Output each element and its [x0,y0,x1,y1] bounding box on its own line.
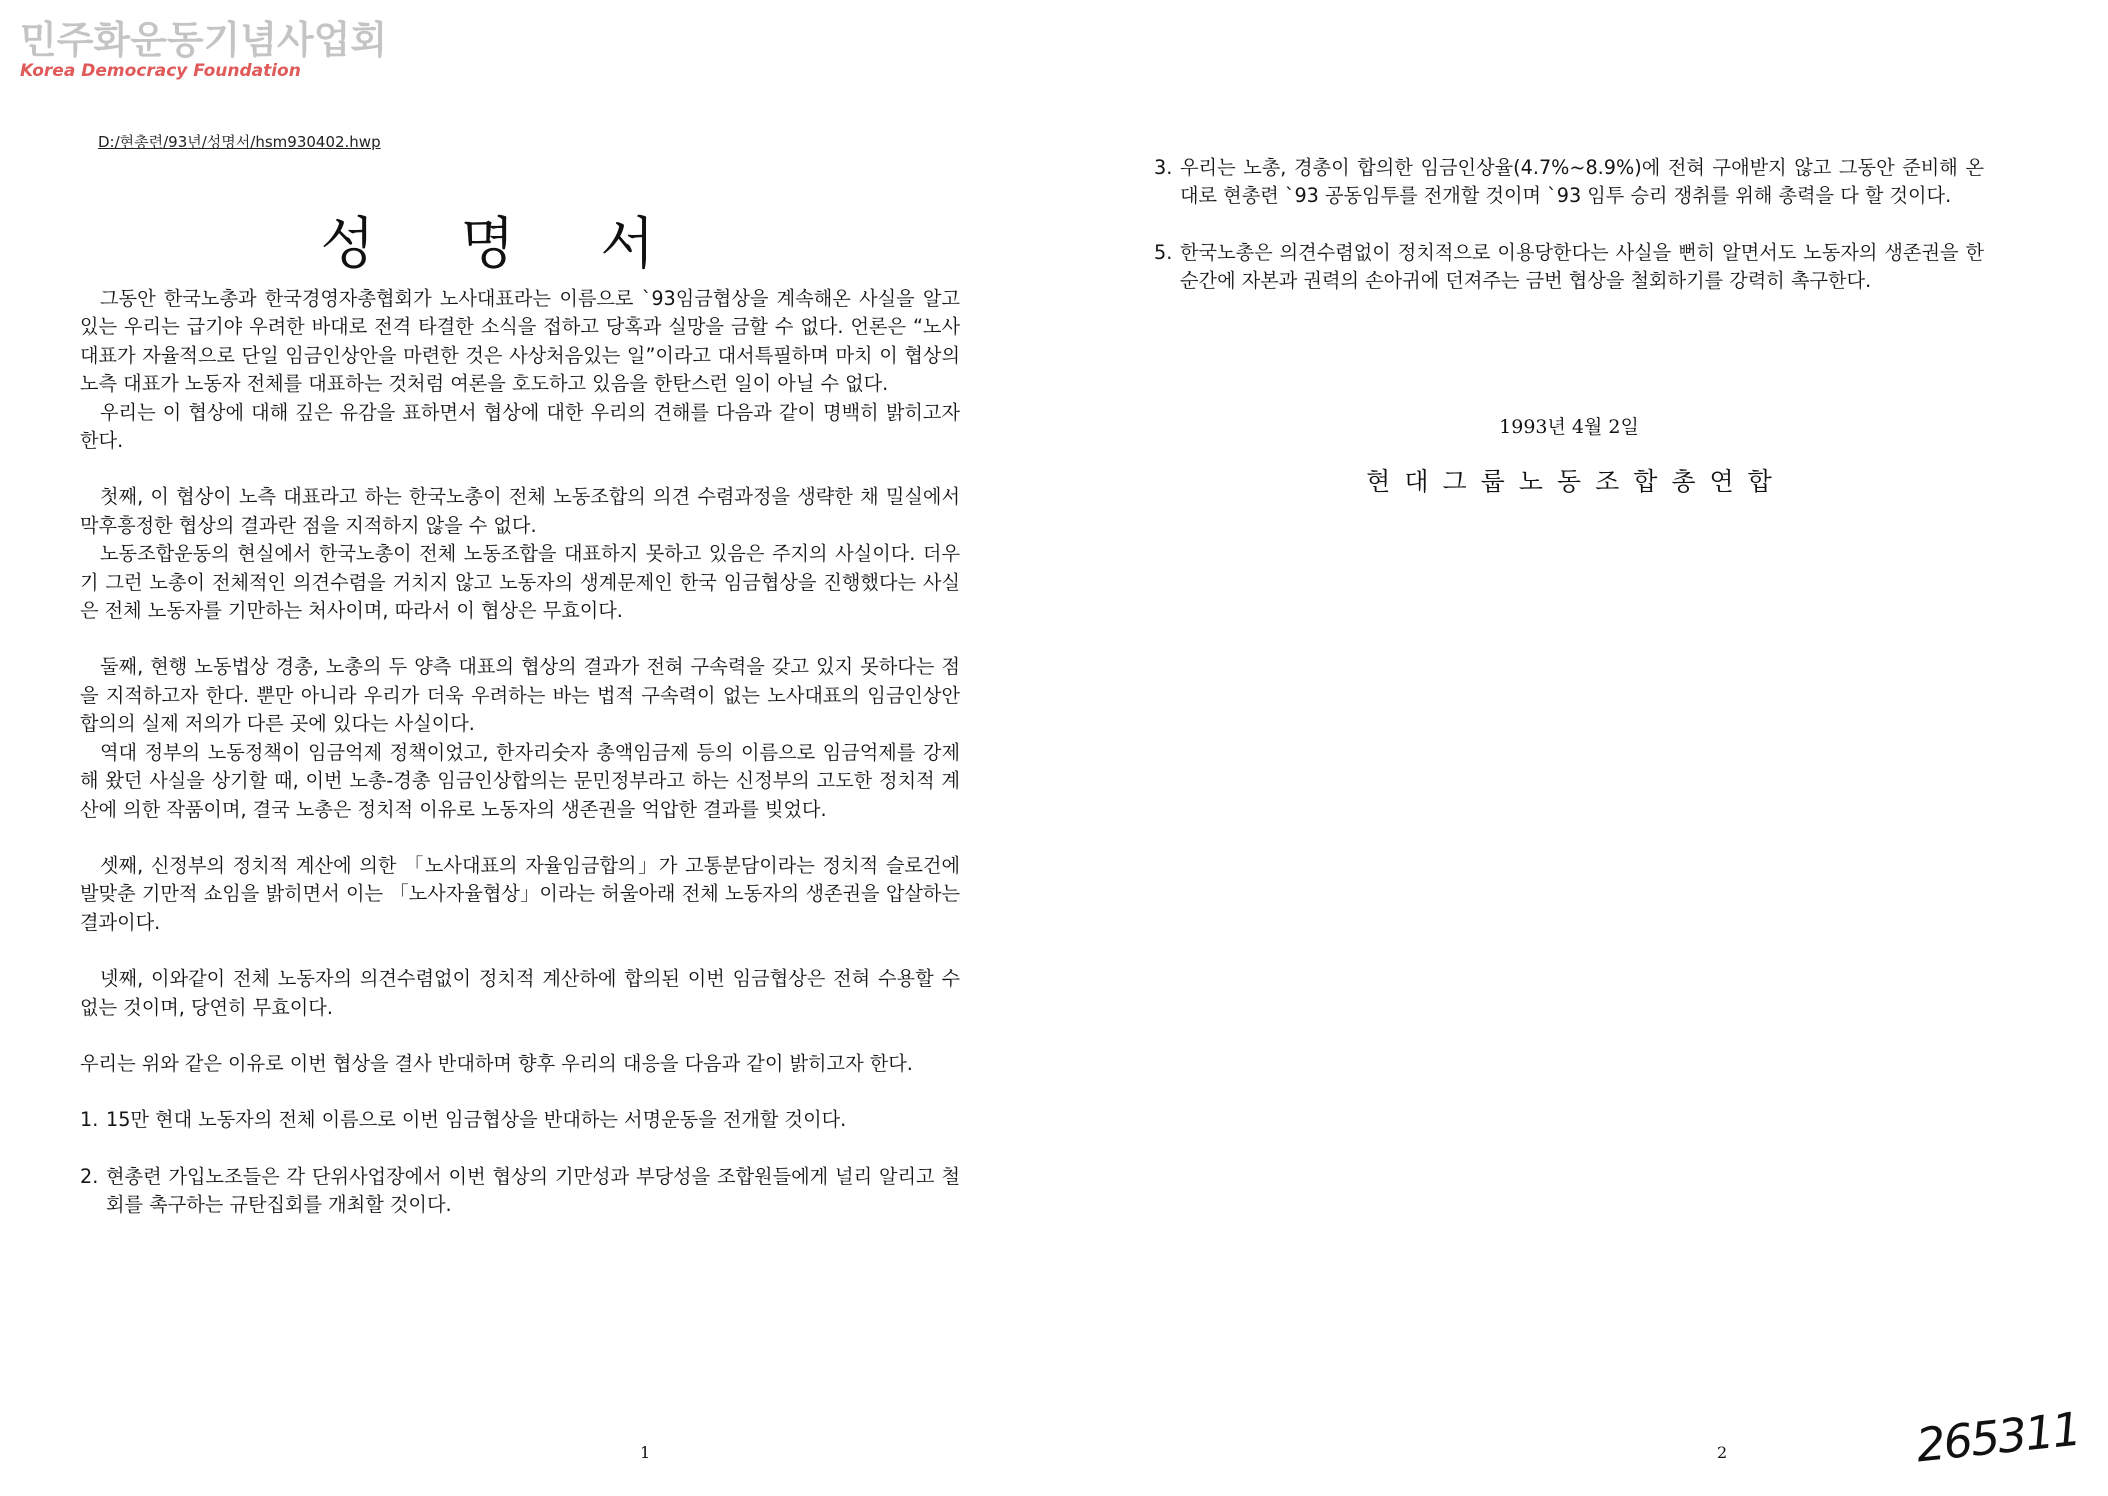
fourth-point-paragraph: 넷째, 이와같이 전체 노동자의 의견수렴없이 정치적 계산하에 합의된 이번 임금협상은 전혀 수용할 수 없는 것이며, 당연히 무효이다. [80,967,960,1019]
list-item [1154,154,1984,211]
item-text: 우리는 노총, 경총이 합의한 임금인상율(4.7%~8.9%)에 전혀 구애받지 않고 그동안 준비해 온대로 현총련 `93 공동임투를 전개할 것이며 `93 임투 승리 쟁취를 위해 총력을 다 할 것이다. [1180,156,1984,208]
document-title: 성 명 서 [320,212,689,277]
item-number: 2. [80,1164,99,1188]
statement-date: 1993년 4월 2일 [1499,416,1639,438]
first-point-paragraph-1: 첫째, 이 협상이 노측 대표라고 하는 한국노총이 전체 노동조합의 의견 수렴과정을 생략한 채 밀실에서 막후흥정한 협상의 결과란 점을 지적하지 않을 수 없다. [80,485,960,537]
second-point-paragraph-2: 역대 정부의 노동정책이 임금억제 정책이었고, 한자리숫자 총액임금제 등의 이름으로 임금억제를 강제해 왔던 사실을 상기할 때, 이번 노총-경총 임금인상합의는 문민정부라고 하는 신정부의 고도한 정치적 계산에 의한 작품이며, 결국 노총은 정치적 이유로 노동자의 생존권을 억압한 결과를 빚었다. [80,740,960,821]
conclusion-paragraph: 우리는 위와 같은 이유로 이번 협상을 결사 반대하며 향후 우리의 대응을 다음과 같이 밝히고자 한다. [80,1051,913,1075]
watermark-english: Korea Democracy Foundation [20,61,301,81]
file-path: D:/현총련/93년/성명서/hsm930402.hwp [98,133,381,151]
handwritten-archive-number: 265311 [1913,1401,2082,1473]
list-item [1154,239,1984,296]
watermark-logo [20,18,387,82]
right-column [1154,154,1984,296]
third-point-paragraph: 셋째, 신정부의 정치적 계산에 의한 「노사대표의 자율임금합의」가 고통분담이라는 정치적 슬로건에 발맞춘 기만적 쇼임을 밝히면서 이는 「노사자율협상」이라는 허울아래 전체 노동자의 생존권을 압살하는 결과이다. [80,853,960,934]
second-point-paragraph-1: 둘째, 현행 노동법상 경총, 노총의 두 양측 대표의 협상의 결과가 전혀 구속력을 갖고 있지 못하다는 점을 지적하고자 한다. 뿐만 아니라 우리가 더욱 우려하는 바는 법적 구속력이 없는 노사대표의 임금인상안 합의의 실제 저의가 다른 곳에 있다는 사실이다. [80,655,960,736]
list-item [80,1106,960,1134]
item-text: 한국노총은 의견수렴없이 정치적으로 이용당한다는 사실을 뻔히 알면서도 노동자의 생존권을 한순간에 자본과 권력의 손아귀에 던져주는 금번 협상을 철회하기를 강력히 촉구한다. [1180,240,1984,293]
list-item [80,1163,960,1220]
item-number: 5. [1154,240,1173,264]
intro-paragraph-2: 우리는 이 협상에 대해 깊은 유감을 표하면서 협상에 대한 우리의 견해를 다음과 같이 명백히 밝히고자 한다. [80,400,960,453]
first-point-paragraph-2: 노동조합운동의 현실에서 한국노총이 전체 노동조합을 대표하지 못하고 있음은 주지의 사실이다. 더우기 그런 노총이 전체적인 의견수렴을 거치지 않고 노동자의 생계문제인 한국 임금협상을 진행했다는 사실은 전체 노동자를 기만하는 처사이며, 따라서 이 협상은 무효이다. [80,542,960,623]
item-number: 1. [80,1108,99,1132]
page-number-right: 2 [1717,1443,1728,1462]
item-text: 현총련 가입노조들은 각 단위사업장에서 이번 협상의 기만성과 부당성을 조합원들에게 널리 알리고 철회를 촉구하는 규탄집회를 개최할 것이다. [106,1164,960,1217]
issuing-organization: 현대그룹노동조합총연합 [1366,467,1786,496]
intro-paragraph-1: 그동안 한국노총과 한국경영자총협회가 노사대표라는 이름으로 `93임금협상을 계속해온 사실을 알고 있는 우리는 급기야 우려한 바대로 전격 타결한 소식을 접하고 당혹과 실망을 금할 수 없다. 언론은 “노사대표가 자율적으로 단일 임금인상안을 마련한 것은 사상처음있는 일”이라고 대서특필하며 마치 이 협상의 노측 대표가 노동자 전체를 대표하는 것처럼 여론을 호도하고 있음을 한탄스런 일이 아닐 수 없다. [80,287,960,396]
left-column [80,285,960,1220]
item-number: 3. [1154,156,1173,179]
item-text: 15만 현대 노동자의 전체 이름으로 이번 임금협상을 반대하는 서명운동을 전개할 것이다. [106,1108,847,1132]
page-number-left: 1 [640,1443,651,1462]
watermark-korean: 민주화운동기념사업회 [20,18,388,62]
